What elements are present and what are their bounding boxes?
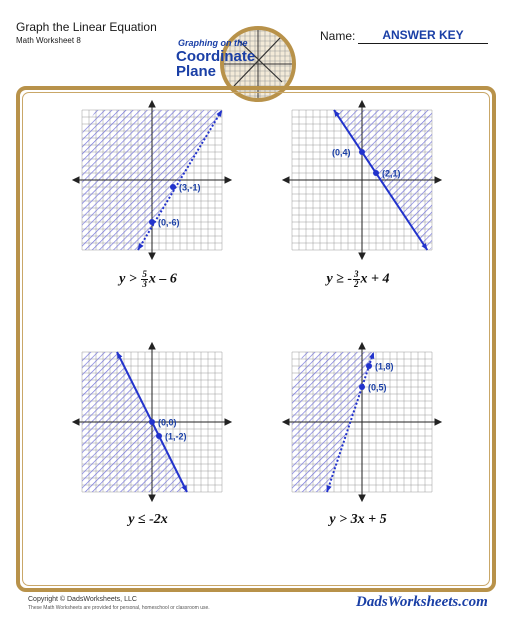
point-label: (1,8) — [375, 361, 394, 372]
graph-2 — [282, 100, 442, 260]
copyright-text: Copyright © DadsWorksheets, LLC — [28, 596, 137, 603]
badge-line-1: Graphing on the — [178, 38, 248, 48]
plotted-point — [170, 184, 176, 190]
point-label: (3,-1) — [179, 182, 201, 193]
plotted-point — [156, 433, 162, 439]
dadsworksheets-logo: DadsWorksheets.com — [356, 594, 488, 610]
plotted-point — [366, 363, 372, 369]
name-label: Name: — [320, 29, 356, 43]
graph-1 — [72, 100, 232, 260]
coordinate-plane-svg — [72, 342, 232, 502]
worksheet-subtitle: Math Worksheet 8 — [16, 36, 81, 45]
equation-4: y > 3x + 5 — [329, 512, 387, 527]
worksheet-title: Graph the Linear Equation — [16, 20, 157, 34]
equation-2: y ≥ - $\frac{3}{2}$ x + 4 — [326, 269, 390, 289]
plotted-point — [359, 384, 365, 390]
graph-3 — [72, 342, 232, 502]
plotted-point — [149, 419, 155, 425]
point-label: (0,5) — [368, 382, 387, 393]
name-field[interactable]: ANSWER KEY — [358, 28, 488, 44]
disclaimer-text: These Math Worksheets are provided for personal, homeschool or classroom use. — [28, 605, 210, 611]
coordinate-plane-svg — [282, 100, 442, 260]
plotted-point — [373, 170, 379, 176]
badge-line-3: Plane — [176, 63, 217, 80]
point-label: (0,0) — [158, 417, 177, 428]
point-label: (0,4) — [332, 147, 351, 158]
equation-3: y ≤ -2x — [128, 512, 168, 527]
graph-4 — [282, 342, 442, 502]
coordinate-plane-svg — [282, 342, 442, 502]
coordinate-plane-svg — [72, 100, 232, 260]
point-label: (2,1) — [382, 168, 401, 179]
equation-1: y > $\frac{5}{3}$ x – 6 — [119, 269, 177, 289]
plotted-point — [149, 219, 155, 225]
line-arrow-start — [326, 485, 331, 492]
plotted-point — [359, 149, 365, 155]
badge-line-2: Coordinate — [176, 48, 256, 65]
point-label: (1,-2) — [165, 431, 187, 442]
point-label: (0,-6) — [158, 217, 180, 228]
